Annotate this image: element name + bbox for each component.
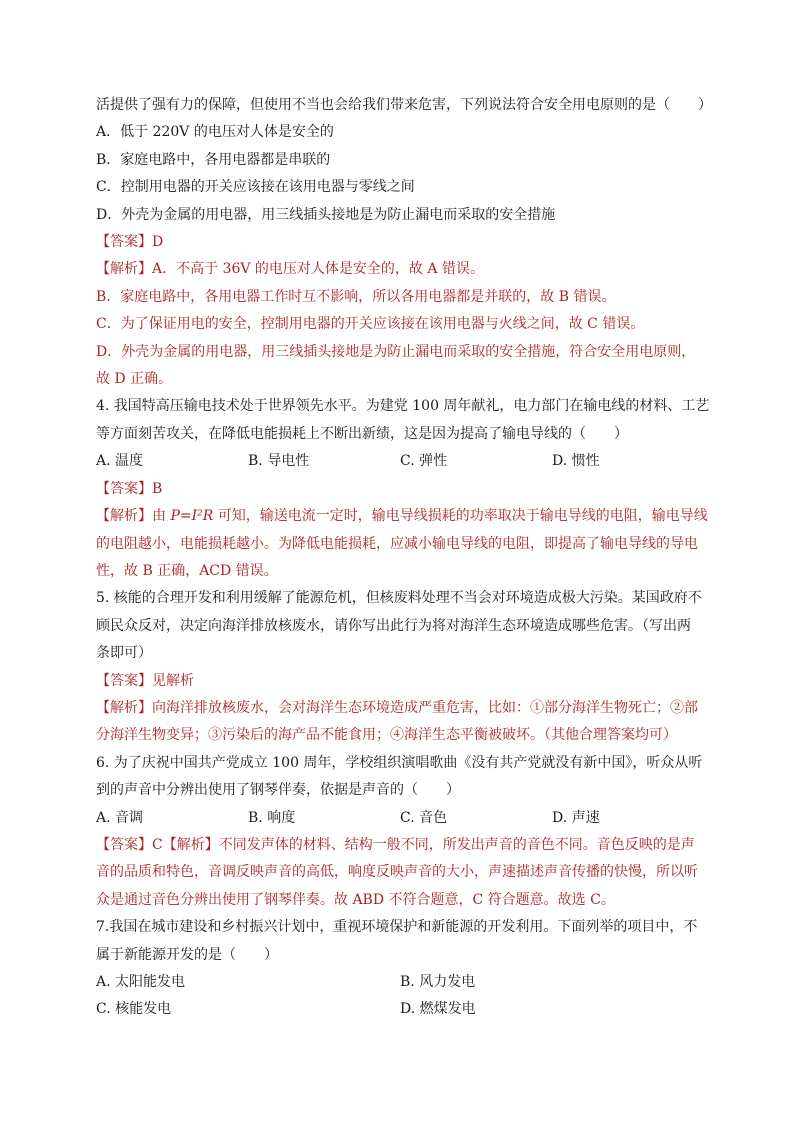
q7-option-a: A. 太阳能发电 <box>96 974 186 990</box>
q7-stem-line-2: 属于新能源开发的是（ ） <box>96 946 278 963</box>
q3-analysis-line-3: C．为了保证用电的安全，控制用电器的开关应该接在该用电器与火线之间，故 C 错误。 <box>96 316 645 333</box>
q3-analysis-line-1: 【解析】A．不高于 36V 的电压对人体是安全的，故 A 错误。 <box>96 261 484 278</box>
q3-analysis-line-4: D．外壳为金属的用电器，用三线插头接地是为防止漏电而采取的安全措施，符合安全用电原则， <box>96 343 696 360</box>
q3-option-b: B．家庭电路中，各用电器都是串联的 <box>96 151 331 168</box>
q6-stem-line-1: 6. 为了庆祝中国共产党成立 100 周年，学校组织演唱歌曲《没有共产党就没有新中国》，听众从听 <box>96 754 703 771</box>
q5-analysis-line-1: 【解析】向海洋排放核废水，会对海洋生态环境造成严重危害，比如：①部分海洋生物死亡；②部 <box>96 699 698 716</box>
q7-option-d: D. 燃煤发电 <box>400 1001 476 1018</box>
page-content <box>96 92 712 1024</box>
answer-tag: 【答案】 <box>96 836 152 853</box>
q7-option-c: C. 核能发电 <box>96 1001 172 1018</box>
q4-options <box>96 448 704 475</box>
q7-options-row-1 <box>96 969 704 996</box>
q7-option-b: B. 风力发电 <box>400 974 476 990</box>
q3-option-a: A．低于 220V 的电压对人体是安全的 <box>96 124 334 141</box>
q3-answer <box>96 229 704 256</box>
q3-answer-value: D <box>152 234 164 251</box>
q5-stem-line-1: 5. 核能的合理开发和利用缓解了能源危机，但核废料处理不当会对环境造成极大污染。某国政府不 <box>96 590 702 607</box>
q3-option-d: D．外壳为金属的用电器，用三线插头接地是为防止漏电而采取的安全措施 <box>96 206 556 223</box>
answer-tag: 【答案】 <box>96 480 152 497</box>
q3-analysis-line-5: 故 D 正确。 <box>96 371 173 388</box>
q3-stem: 活提供了强有力的保障，但使用不当也会给我们带来危害，下列说法符合安全用电原则的是（ ） <box>96 97 712 113</box>
q4-option-a: A. 温度 <box>96 453 144 470</box>
q7-stem-line-1: 7.我国在城市建设和乡村振兴计划中，重视环境保护和新能源的开发利用。下面列举的项目中，不 <box>96 919 698 936</box>
q5-answer-value: 见解析 <box>152 672 194 689</box>
q6-answer-value: C <box>152 836 163 853</box>
q4-option-c: C. 弹性 <box>400 453 448 470</box>
q4-option-d: D. 惯性 <box>552 453 600 470</box>
q4-stem-line-2: 等方面刻苦攻关，在降低电能损耗上不断出新绩，这是因为提高了输电导线的（ ） <box>96 425 628 442</box>
q4-analysis-line-2: 的电阻越小，电能损耗越小。为降低电能损耗，应减小输电导线的电阻，即提高了输电导线的导电 <box>96 535 698 552</box>
q6-answer-analysis-line-1: 【答案】C【解析】不同发声体的材料、结构一般不同，所发出声音的音色不同。音色反映的是声 <box>96 836 695 853</box>
q4-analysis-line-1: 【解析】由 P=I²R 可知，输送电流一定时，输电导线损耗的功率取决于输电导线的电阻，输电导线 <box>96 508 708 525</box>
q6-option-c: C. 音色 <box>400 809 448 826</box>
q6-options <box>96 805 704 832</box>
q4-analysis-line-3: 性，故 B 正确，ACD 错误。 <box>96 562 278 579</box>
q3-analysis-line-2: B．家庭电路中，各用电器工作时互不影响，所以各用电器都是并联的，故 B 错误。 <box>96 288 616 305</box>
q6-analysis-line-2: 音的品质和特色，音调反映声音的高低，响度反映声音的大小，声速描述声音传播的快慢，所以听 <box>96 864 698 881</box>
q5-answer <box>96 668 704 695</box>
q6-stem-line-2: 到的声音中分辨出使用了钢琴伴奏，依据是声音的（ ） <box>96 782 460 799</box>
q3-option-c: C．控制用电器的开关应该接在该用电器与零线之间 <box>96 179 415 196</box>
q5-analysis-line-2: 分海洋生物变异；③污染后的海产品不能食用；④海洋生态平衡被破坏。（其他合理答案均可） <box>96 727 677 744</box>
q6-analysis-line-3: 众是通过音色分辨出使用了钢琴伴奏。故 ABD 不符合题意，C 符合题意。故选 C。 <box>96 891 615 908</box>
q6-option-b: B. 响度 <box>248 809 296 826</box>
analysis-tag: 【解析】 <box>96 699 152 716</box>
analysis-tag: 【解析】 <box>96 261 152 278</box>
q4-option-b: B. 导电性 <box>248 453 310 470</box>
answer-tag: 【答案】 <box>96 672 152 689</box>
analysis-tag: 【解析】 <box>96 508 152 525</box>
answer-tag: 【答案】 <box>96 234 152 251</box>
q6-option-d: D. 声速 <box>552 809 600 826</box>
q5-stem-line-3: 条即可） <box>96 645 152 662</box>
q7-options-row-2 <box>96 996 704 1023</box>
q4-answer <box>96 476 704 503</box>
q4-stem-line-1: 4. 我国特高压输电技术处于世界领先水平。为建党 100 周年献礼，电力部门在输电线的材料、工艺 <box>96 398 710 415</box>
power-formula: P=I²R <box>170 508 214 525</box>
q6-option-a: A. 音调 <box>96 809 144 826</box>
analysis-tag: 【解析】 <box>162 836 219 853</box>
q5-stem-line-2: 顾民众反对，决定向海洋排放核废水，请你写出此行为将对海洋生态环境造成哪些危害。（写出两 <box>96 617 691 634</box>
q4-answer-value: B <box>152 480 163 497</box>
